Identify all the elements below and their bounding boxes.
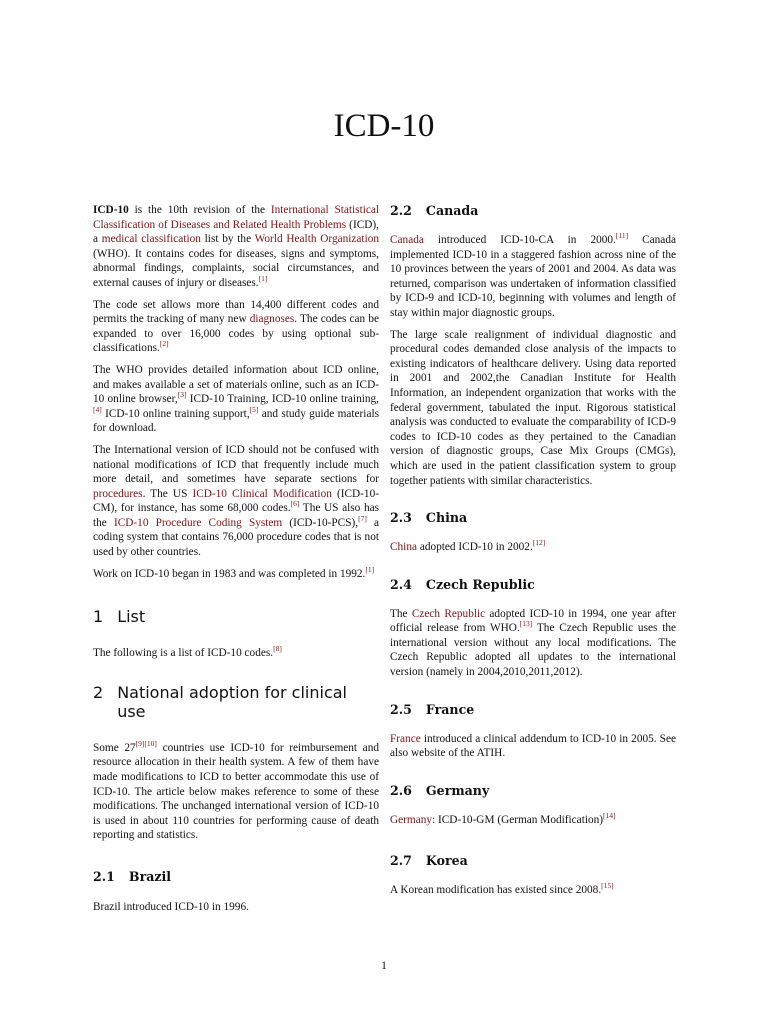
link-icd10-procedure-coding-system[interactable]: ICD-10 Procedure Coding System (113, 516, 283, 529)
subsection-heading-brazil (93, 869, 379, 884)
subsection-heading-canada (390, 203, 676, 218)
link-china[interactable]: China (390, 541, 417, 554)
citation-8[interactable]: [8] (273, 644, 282, 654)
national-adoption-paragraph (93, 741, 379, 843)
canada-paragraph-2: The large scale realignment of individual diagnostic and procedural codes demanded close analysis of the impacts to existing indicators of healthcare delivery. Using data reported in 2001 and 2002,the Canadian Institute for Health Information, an independent organization that works with the federal government, tabulated the input. Rigorous statistical analysis was conducted to evaluate the comparability of ICD-9 codes to ICD-10 codes as they pertained to the Canadian version of diagnostic groups, Case Mix Groups (CMGs), which are used in the patient classification system to group together patients with similar characteristics. (390, 328, 676, 487)
section-heading-list (93, 607, 379, 626)
subsection-number: 2.5 (390, 701, 412, 717)
page-number: 1 (381, 960, 387, 972)
link-czech-republic[interactable]: Czech Republic (411, 607, 486, 620)
intro-text-2: (ICD), a (93, 218, 379, 246)
citation-11[interactable]: [11] (615, 231, 629, 241)
intl-text-2: . The US (142, 487, 193, 500)
link-world-health-organization[interactable]: World Health Organization (254, 233, 380, 246)
codes-text-1: The code set allows more than 14,400 different codes and permits the tracking of many new (93, 298, 379, 326)
subsection-title: Germany (425, 782, 490, 798)
subsection-heading-czech-republic (390, 577, 676, 592)
intl-text-6: a coding system that contains 76,000 procedure codes that is not used by other countries. (93, 516, 379, 559)
citation-1b[interactable]: [1] (365, 564, 375, 574)
subsection-title: Czech Republic (425, 576, 535, 592)
work-text: Work on ICD-10 began in 1983 and was completed in 1992. (93, 567, 366, 580)
subsection-heading-china (390, 510, 676, 525)
intro-term: ICD-10 (93, 204, 129, 216)
codes-text-2: . The codes can be expanded to over 16,000 codes by using optional sub-classifications. (93, 313, 379, 355)
link-medical-classification[interactable]: medical classification (101, 233, 201, 246)
section-title: List (117, 607, 146, 627)
section-heading-national-adoption (93, 683, 379, 721)
citation-14[interactable]: [14] (603, 811, 616, 821)
section-number: 1 (93, 607, 104, 627)
intl-text-1: The International version of ICD should not be confused with national modifications of ICD that frequently include much more detail, and sometimes have separate sections for (93, 443, 379, 486)
right-column (390, 203, 676, 905)
link-diagnoses[interactable]: diagnoses (249, 313, 295, 326)
subsection-number: 2.6 (390, 782, 412, 798)
link-germany[interactable]: Germany (390, 813, 433, 826)
brazil-text: Brazil introduced ICD-10 in 1996. (93, 901, 249, 913)
czech-text-1: adopted ICD-10 in 1994, one year after official release from WHO. (390, 607, 676, 635)
who-text-4: and study guide materials for download. (93, 407, 379, 435)
czech-text-0: The (390, 607, 412, 620)
section-number: 2 (93, 682, 104, 702)
citation-2[interactable]: [2] (159, 339, 169, 349)
link-canada[interactable]: Canada (390, 234, 424, 246)
intl-text-5: (ICD-10-PCS), (282, 516, 359, 529)
canada-paragraph-1 (390, 233, 676, 321)
work-paragraph (93, 564, 379, 582)
subsection-title: France (425, 701, 475, 717)
citation-10[interactable]: [10] (144, 739, 157, 749)
subsection-number: 2.2 (390, 203, 412, 218)
czech-text-2: The Czech Republic uses the international version without any local modifications. The Czech Republic adopted all updates to the international version (namely in 2004,2010,2011,2012). (390, 622, 676, 679)
intro-paragraph (93, 203, 379, 291)
china-paragraph (390, 540, 676, 555)
subsection-heading-germany (390, 783, 676, 798)
who-text-1: The WHO provides detailed information about ICD online, and makes available a set of materials online, such as an ICD-10 online browser, (93, 363, 379, 406)
canada-text-1: introduced ICD-10-CA in 2000. (423, 234, 616, 246)
china-text: adopted ICD-10 in 2002. (417, 541, 533, 554)
czech-paragraph (390, 607, 676, 680)
national-text-1: Some 27 (93, 741, 136, 754)
subsection-heading-france (390, 702, 676, 717)
france-text: introduced a clinical addendum to ICD-10 in 2005. See also website of the ATIH. (390, 732, 676, 760)
subsection-title: Korea (425, 853, 468, 869)
intro-text-1: is the 10th revision of the (128, 204, 271, 216)
citation-3[interactable]: [3] (177, 390, 187, 400)
citation-9[interactable]: [9] (135, 739, 145, 749)
germany-text: : ICD-10-GM (German Modification) (432, 813, 604, 826)
link-procedures[interactable]: procedures (93, 487, 143, 500)
link-france[interactable]: France (390, 732, 421, 745)
citation-1[interactable]: [1] (258, 274, 268, 284)
citation-6[interactable]: [6] (290, 499, 300, 509)
who-paragraph (93, 363, 379, 436)
link-international-statistical-classification[interactable]: International Statistical Classification of Diseases and Related Health Problems (93, 204, 380, 231)
citation-5[interactable]: [5] (249, 404, 259, 414)
subsection-title: Canada (425, 203, 479, 218)
brazil-paragraph (93, 900, 379, 915)
intl-text-3: (ICD-10-CM), for instance, has some 68,000 codes. (93, 487, 379, 515)
section-title: National adoption for clinical use (117, 682, 347, 721)
list-paragraph (93, 646, 379, 661)
france-paragraph (390, 732, 676, 761)
citation-13[interactable]: [13] (519, 619, 533, 629)
subsection-heading-korea (390, 853, 676, 868)
subsection-title: Brazil (128, 869, 172, 884)
list-text: The following is a list of ICD-10 codes. (93, 647, 274, 660)
citation-7[interactable]: [7] (358, 514, 367, 524)
citation-4[interactable]: [4] (93, 404, 102, 414)
germany-paragraph (390, 813, 676, 828)
page-title: ICD-10 (333, 108, 435, 144)
international-version-paragraph (93, 443, 379, 560)
who-text-2: ICD-10 Training, ICD-10 online training, (186, 393, 379, 406)
link-icd10-clinical-modification[interactable]: ICD-10 Clinical Modification (192, 487, 332, 500)
citation-15[interactable]: [15] (601, 881, 614, 891)
left-column (93, 203, 379, 922)
intro-text-3: list by the (200, 233, 255, 246)
subsection-number: 2.1 (93, 869, 115, 884)
intro-text-4: (WHO). It contains codes for diseases, signs and symptoms, abnormal findings, complaints, social circumstances, and external causes of injury or diseases. (93, 247, 379, 289)
citation-12[interactable]: [12] (532, 538, 546, 548)
subsection-number: 2.7 (390, 853, 412, 869)
codes-paragraph (93, 298, 379, 356)
canada-text-2: Canada implemented ICD-10 in a staggered fashion across nine of the 10 provinces between the years of 2001 and 2004. As data was returned, comparison was undertaken of information classified by ICD-9 and ICD-10, beginning with volumes and length of stay within major diagnostic groups. (390, 234, 676, 319)
subsection-number: 2.3 (390, 510, 412, 526)
intl-text-4: The US also has the (93, 502, 379, 529)
korea-paragraph (390, 883, 676, 898)
subsection-number: 2.4 (390, 576, 412, 592)
subsection-title: China (425, 510, 468, 526)
korea-text: A Korean modification has existed since 2008. (390, 884, 602, 897)
national-text-2: countries use ICD-10 for reimbursement and resource allocation in their health system. A few of them have made modifications to ICD to better accommodate this use of ICD-10. The article below makes reference to some of these modifications. The unchanged international version of ICD-10 is used in about 110 countries for performing cause of death reporting and statistics. (93, 741, 379, 842)
who-text-3: ICD-10 online training support, (101, 407, 250, 420)
